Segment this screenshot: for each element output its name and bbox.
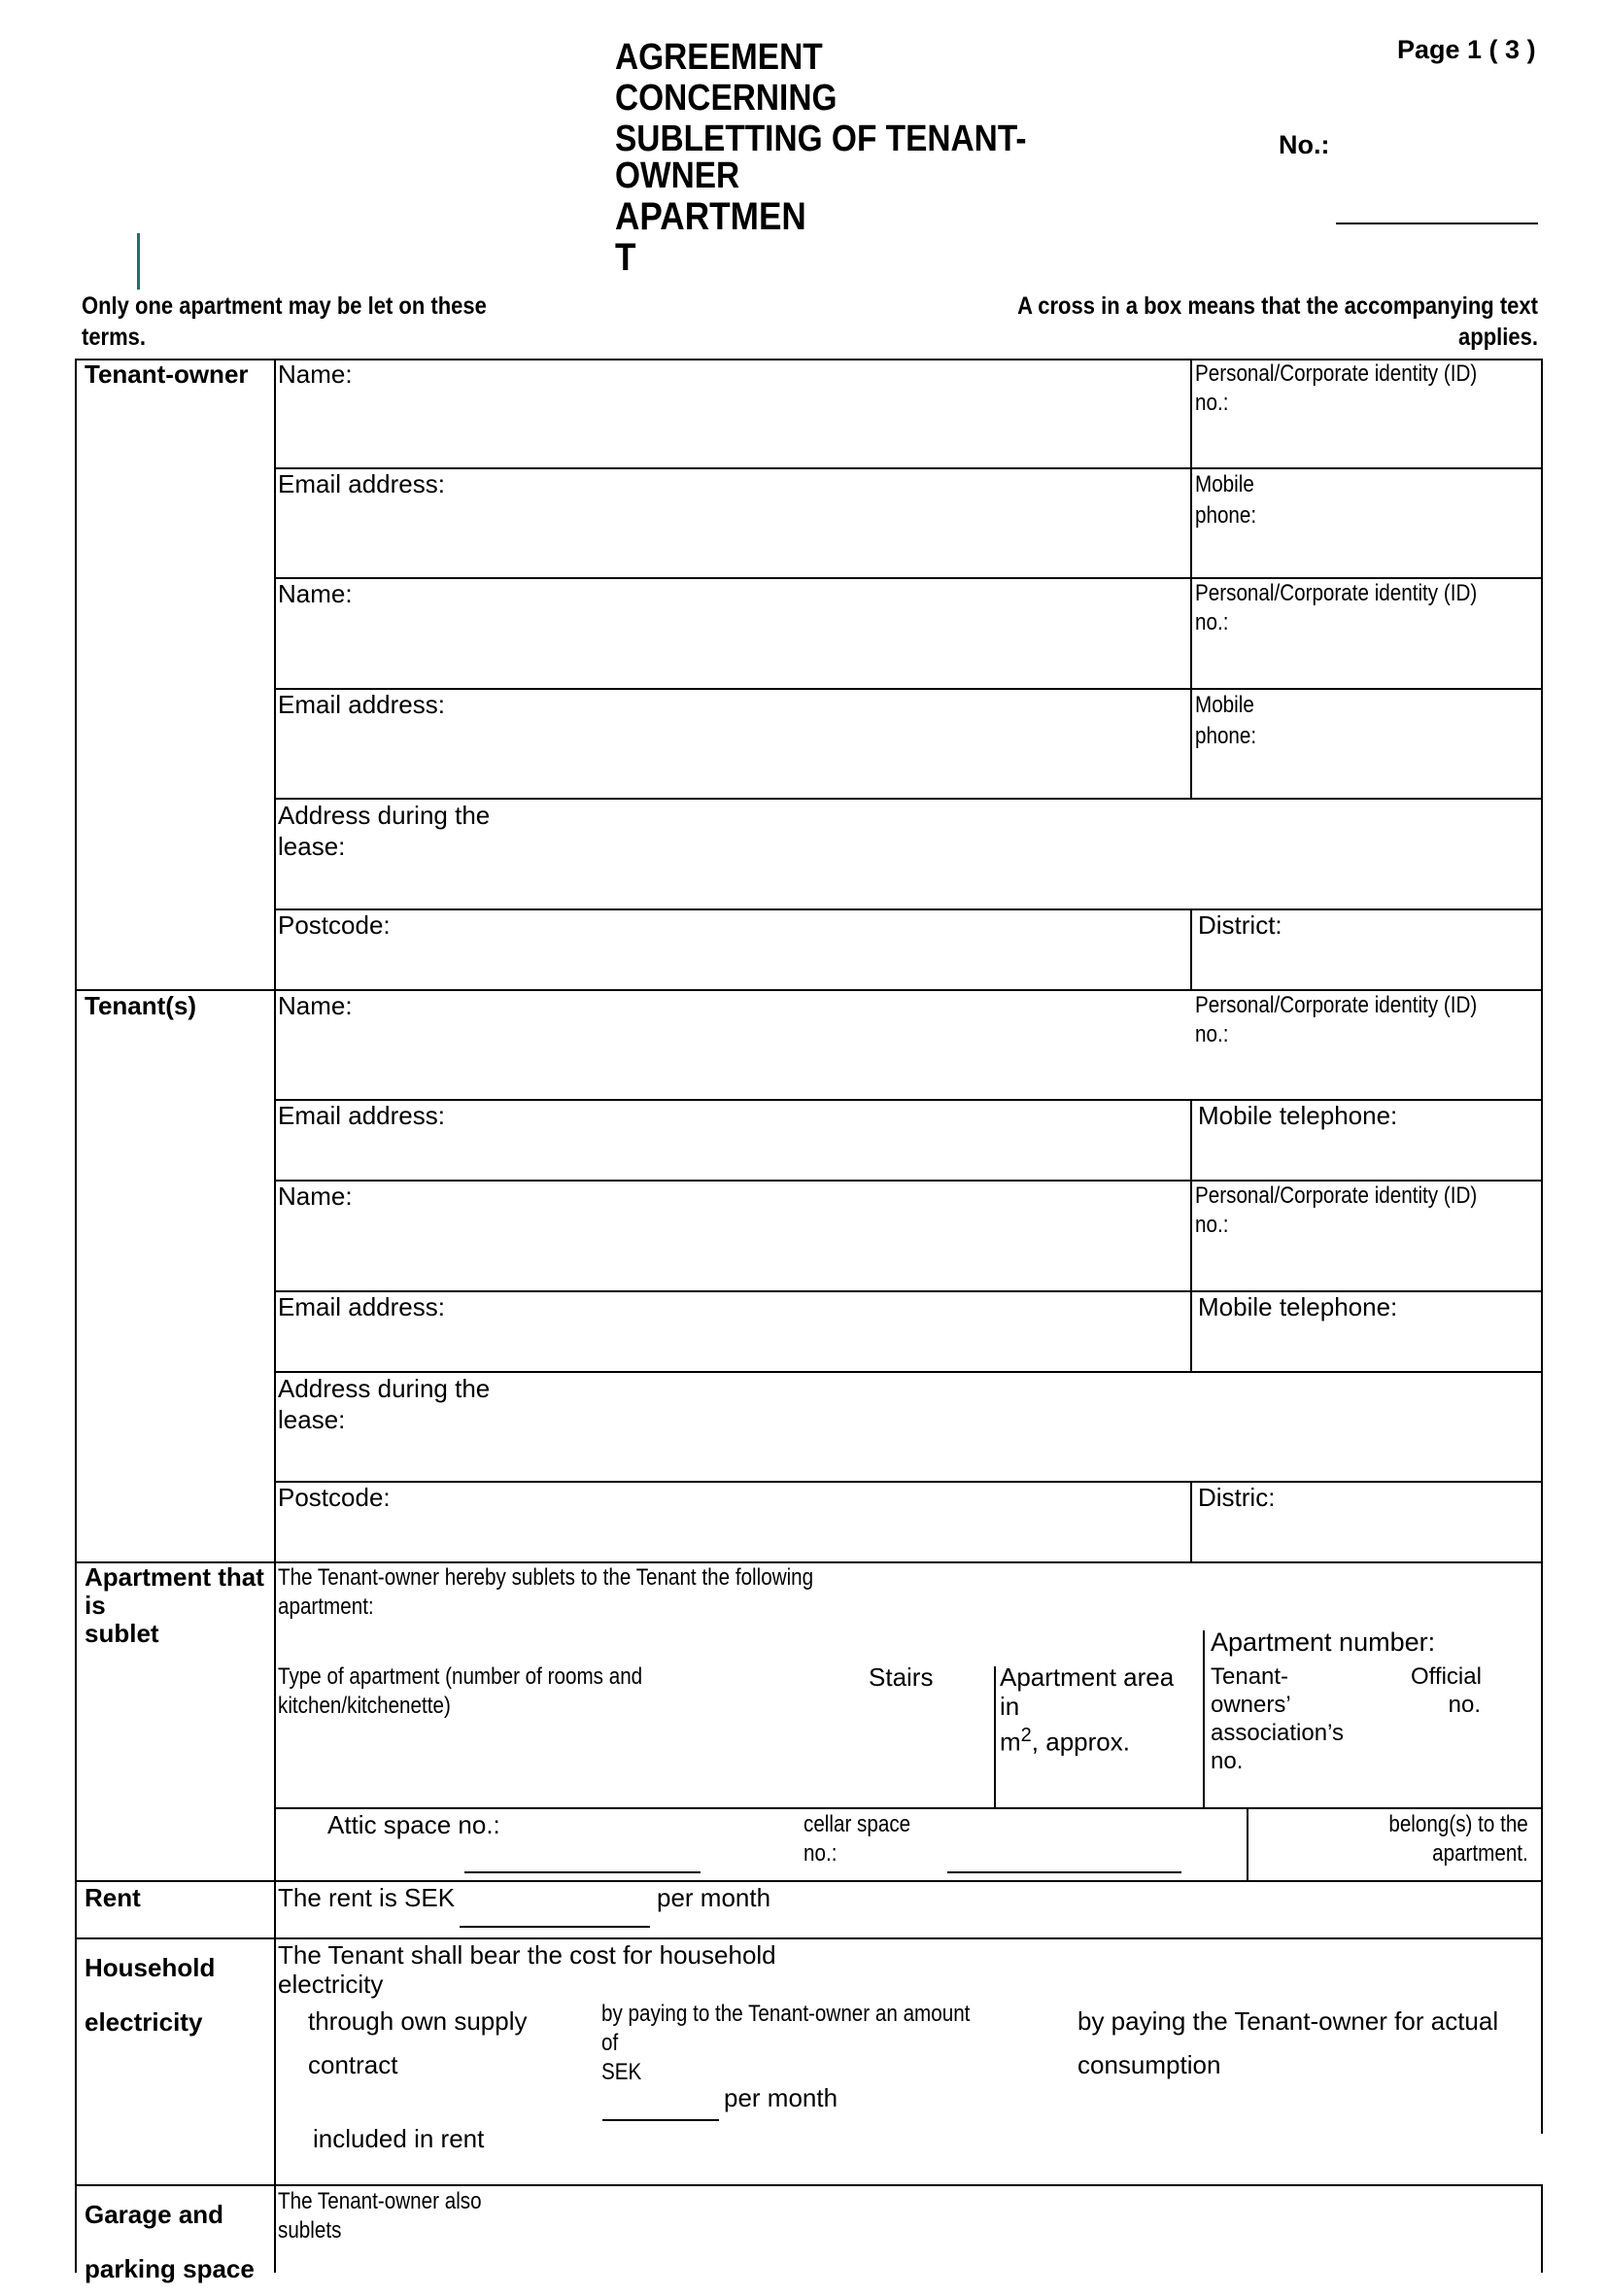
rent-field-line[interactable] [460, 1926, 650, 1928]
section-tenants: Tenant(s) [85, 991, 197, 1020]
no-label: No.: [1279, 130, 1330, 159]
document-title [615, 37, 1060, 278]
section-garage: Garage and parking space [85, 2200, 255, 2283]
no-field-line[interactable] [1336, 223, 1538, 224]
association-number-field[interactable]: Tenant- owners’ association’s no. [1211, 1663, 1344, 1774]
apartment-number-field[interactable]: Apartment number: [1211, 1628, 1436, 1657]
cellar-label: cellar space no.: [804, 1811, 911, 1867]
owner-postcode-field[interactable]: Postcode: [278, 910, 391, 940]
tenant-email-field[interactable]: Email address: [278, 1101, 445, 1130]
note-right: A cross in a box means that the accompanying text applies. [1017, 292, 1538, 351]
section-apartment: Apartment that is sublet [85, 1562, 264, 1648]
official-number-field[interactable]: Official no. [1411, 1663, 1482, 1718]
title-line: SUBLETTING OF TENANT- [615, 119, 1027, 159]
title-line: AGREEMENT [615, 37, 823, 78]
cellar-field-line[interactable] [947, 1871, 1181, 1873]
tenant-address-field[interactable]: Address during the lease: [278, 1374, 491, 1434]
title-line: OWNER [615, 155, 740, 196]
attic-label: Attic space no.: [327, 1810, 500, 1839]
belongs-label-text: belong(s) to the apartment. [1388, 1811, 1528, 1867]
section-tenant-owner: Tenant-owner [85, 360, 249, 389]
tenant-mobile-field-2[interactable]: Mobile telephone: [1198, 1292, 1398, 1321]
section-rent: Rent [85, 1883, 141, 1912]
owner-mobile-field[interactable]: Mobile phone: [1195, 471, 1257, 529]
rent-per-month: per month [657, 1883, 771, 1912]
note-left: Only one apartment may be let on these terms. [82, 292, 487, 351]
option-actual-consumption[interactable]: by paying the Tenant-owner for actual consumption [1077, 2006, 1499, 2079]
owner-id-field[interactable]: Personal/Corporate identity (ID) no.: [1195, 360, 1478, 416]
tenant-name-field[interactable]: Name: [278, 991, 353, 1020]
owner-address-field[interactable]: Address during the lease: [278, 801, 491, 861]
tenant-mobile-field[interactable]: Mobile telephone: [1198, 1101, 1398, 1130]
page-number: Page 1 ( 3 ) [1397, 35, 1536, 64]
apartment-type-field[interactable]: Type of apartment (number of rooms and kitchen/kitchenette) [278, 1663, 643, 1719]
option-included-in-rent[interactable]: included in rent [313, 2124, 485, 2153]
owner-name-field-2[interactable]: Name: [278, 579, 353, 608]
tenant-postcode-field[interactable]: Postcode: [278, 1483, 391, 1512]
stairs-field[interactable]: Stairs [869, 1662, 934, 1692]
rent-text: The rent is SEK [278, 1883, 456, 1912]
section-electricity: Household electricity [85, 1953, 216, 2037]
option-own-supply[interactable]: through own supply contract [308, 2006, 528, 2079]
attic-field-line[interactable] [464, 1871, 701, 1873]
option-pay-amount[interactable]: by paying to the Tenant-owner an amount of SEK [601, 2001, 971, 2085]
tenant-id-field-2[interactable]: Personal/Corporate identity (ID) no.: [1195, 1182, 1478, 1238]
cursor-mark [137, 233, 140, 290]
tenant-id-field[interactable]: Personal/Corporate identity (ID) no.: [1195, 992, 1478, 1047]
title-line: CONCERNING [615, 78, 838, 119]
amount-field-line[interactable] [602, 2119, 719, 2121]
owner-email-field-2[interactable]: Email address: [278, 690, 445, 719]
tenant-district-field[interactable]: Distric: [1198, 1483, 1276, 1512]
apartment-intro: The Tenant-owner hereby sublets to the Tenant the following apartment: [278, 1564, 814, 1620]
tenant-email-field-2[interactable]: Email address: [278, 1292, 445, 1321]
garage-text: The Tenant-owner also sublets [278, 2188, 482, 2244]
title-line: T [615, 236, 636, 279]
owner-mobile-field-2[interactable]: Mobile phone: [1195, 692, 1257, 749]
tenant-name-field-2[interactable]: Name: [278, 1182, 353, 1211]
owner-id-field-2[interactable]: Personal/Corporate identity (ID) no.: [1195, 580, 1478, 635]
amount-per-month: per month [724, 2083, 838, 2112]
owner-email-field[interactable]: Email address: [278, 469, 445, 498]
title-line: APARTMEN [615, 195, 806, 238]
owner-district-field[interactable]: District: [1198, 910, 1282, 940]
owner-name-field[interactable]: Name: [278, 360, 353, 389]
electricity-intro: The Tenant shall bear the cost for household electricity [278, 1940, 776, 1999]
apartment-area-field[interactable]: Apartment area in $m^2$, approx. [1000, 1662, 1175, 1757]
